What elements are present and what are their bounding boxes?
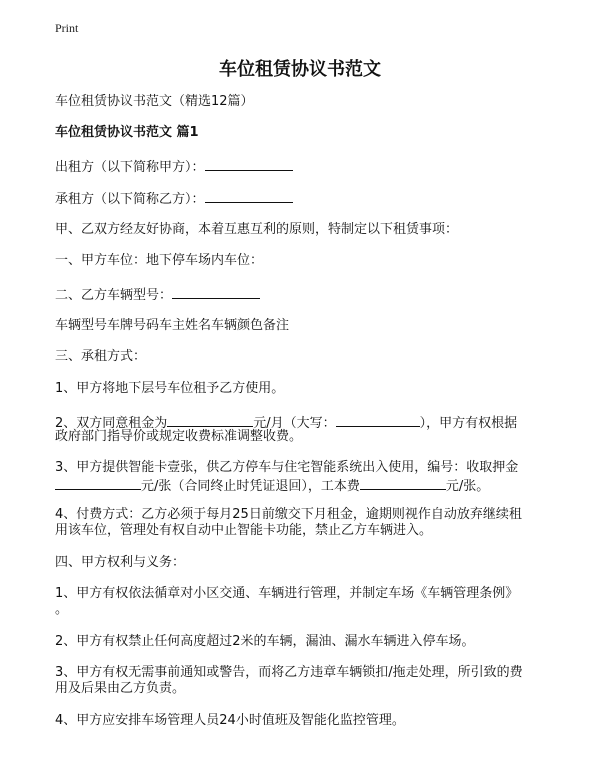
item-3-3-line2 xyxy=(55,476,489,495)
item-3-4-line1: 4、付费方式：乙方必须于每月25日前缴交下月租金，逾期则视作自动放弃继续租 xyxy=(55,507,522,522)
item-4-2: 2、甲方有权禁止任何高度超过2米的车辆，漏油、漏水车辆进入停车场。 xyxy=(55,634,475,649)
document-subtitle: 车位租赁协议书范文（精选12篇） xyxy=(55,94,254,109)
lessee-blank xyxy=(205,189,293,203)
clause-2 xyxy=(55,285,260,304)
item-3-2-line2: 政府部门指导价或规定收费标准调整收费。 xyxy=(55,429,303,444)
item-3-1: 1、甲方将地下层号车位租予乙方使用。 xyxy=(55,381,285,396)
item-3-3-b: 元/张（合同终止时凭证退回），工本费 xyxy=(141,479,360,494)
lessee-line xyxy=(55,189,293,208)
deposit-blank xyxy=(55,476,141,490)
clause-1: 一、甲方车位：地下停车场内车位： xyxy=(55,253,264,268)
lessor-label: 出租方（以下简称甲方）： xyxy=(55,160,205,175)
item-3-4-line2: 用该车位，管理处有权自动中止智能卡功能，禁止乙方车辆进入。 xyxy=(55,523,433,538)
vehicle-model-blank xyxy=(172,285,260,299)
intro-paragraph: 甲、乙双方经友好协商，本着互惠互利的原则，特制定以下租赁事项： xyxy=(55,222,459,237)
section-heading: 车位租赁协议书范文 篇1 xyxy=(55,125,199,140)
item-4-3-line2: 用及后果由乙方负责。 xyxy=(55,681,186,696)
item-4-4: 4、甲方应安排车场管理人员24小时值班及智能化监控管理。 xyxy=(55,713,405,728)
lessor-blank xyxy=(205,157,293,171)
clause-4: 四、甲方权利与义务： xyxy=(55,555,186,570)
item-4-1-line1: 1、甲方有权依法循章对小区交通、车辆进行管理，并制定车场《车辆管理条例》 xyxy=(55,586,519,601)
item-3-2-c: ），甲方有权根据 xyxy=(419,416,518,431)
document-title: 车位租赁协议书范文 xyxy=(219,59,381,80)
print-link[interactable]: Print xyxy=(55,21,79,35)
rent-uppercase-blank xyxy=(336,413,420,427)
item-3-3-line1: 3、甲方提供智能卡壹张，供乙方停车与住宅智能系统出入使用，编号：收取押金 xyxy=(55,460,519,475)
rent-amount-blank xyxy=(167,413,253,427)
item-3-2-a: 2、双方同意租金为 xyxy=(55,416,168,431)
item-3-2-b: 元/月（大写： xyxy=(253,416,336,431)
vehicle-fields: 车辆型号车牌号码车主姓名车辆颜色备注 xyxy=(55,318,290,333)
lessor-line xyxy=(55,157,293,176)
card-fee-blank xyxy=(360,476,446,490)
lessee-label: 承租方（以下简称乙方）： xyxy=(55,192,205,207)
clause-3: 三、承租方式： xyxy=(55,349,147,364)
item-4-1-line2: 。 xyxy=(55,602,69,617)
item-3-3-c: 元/张。 xyxy=(445,479,490,494)
clause-2-label: 二、乙方车辆型号： xyxy=(55,288,173,303)
item-4-3-line1: 3、甲方有权无需事前通知或警告，而将乙方违章车辆锁扣/拖走处理，所引致的费 xyxy=(55,665,523,680)
